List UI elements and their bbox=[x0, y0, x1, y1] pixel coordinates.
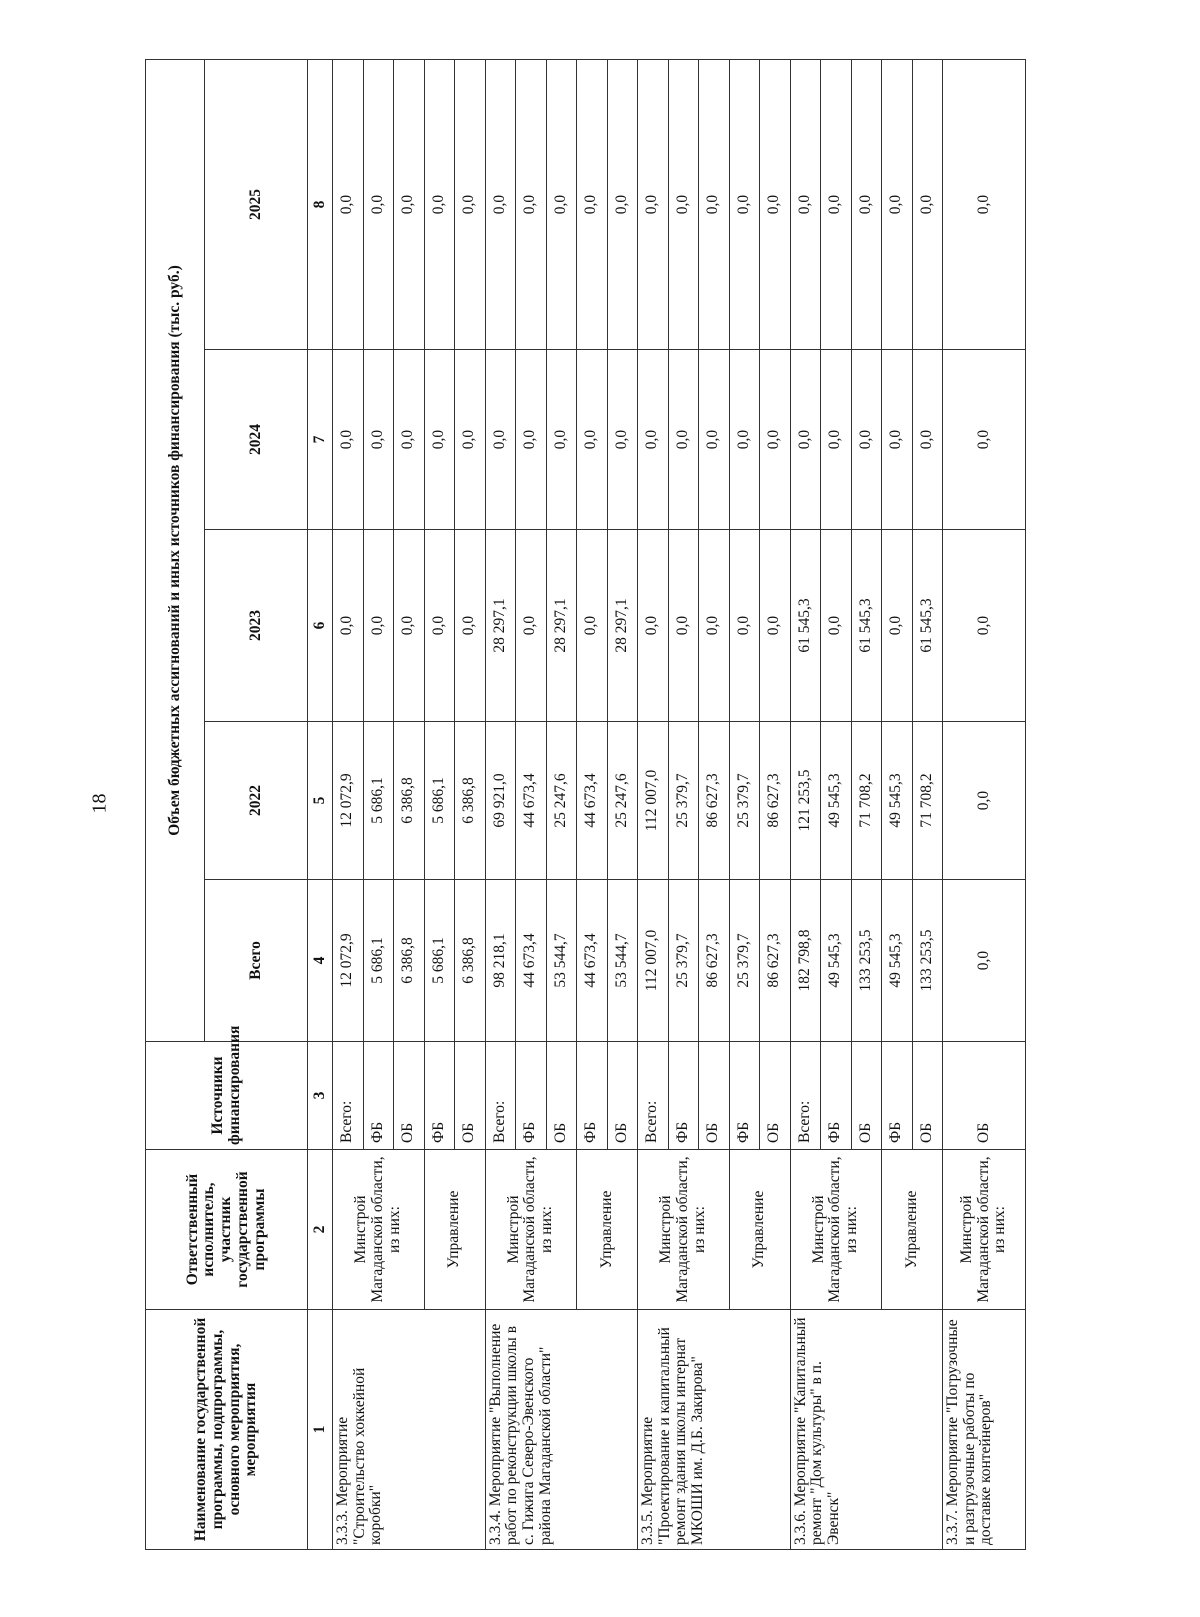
amount-cell: 0,0 bbox=[424, 530, 455, 722]
amount-cell: 0,0 bbox=[760, 60, 791, 350]
amount-cell: 6 386,8 bbox=[394, 880, 425, 1042]
amount-cell: 0,0 bbox=[668, 60, 699, 350]
responsible-executor: Управление bbox=[729, 1150, 790, 1310]
amount-cell: 0,0 bbox=[424, 350, 455, 530]
amount-cell: 121 253,5 bbox=[790, 722, 821, 880]
amount-cell: 0,0 bbox=[455, 530, 486, 722]
amount-cell: 0,0 bbox=[363, 350, 394, 530]
amount-cell: 53 544,7 bbox=[607, 880, 638, 1042]
amount-cell: 0,0 bbox=[943, 722, 1026, 880]
amount-cell: 25 379,7 bbox=[668, 722, 699, 880]
amount-cell: 0,0 bbox=[455, 350, 486, 530]
amount-cell: 86 627,3 bbox=[760, 880, 791, 1042]
financing-source: ОБ bbox=[607, 1042, 638, 1150]
amount-cell: 49 545,3 bbox=[882, 722, 913, 880]
column-number: 3 bbox=[308, 1042, 333, 1150]
financing-source: ОБ bbox=[699, 1042, 730, 1150]
responsible-executor: Минстрой Магаданской области, из них: bbox=[638, 1150, 730, 1310]
header-year: 2025 bbox=[205, 60, 308, 350]
amount-cell: 0,0 bbox=[943, 530, 1026, 722]
column-number: 2 bbox=[308, 1150, 333, 1310]
table-row bbox=[943, 60, 1026, 1550]
financing-source: ФБ bbox=[577, 1042, 608, 1150]
amount-cell: 0,0 bbox=[760, 350, 791, 530]
financing-source: ОБ bbox=[455, 1042, 486, 1150]
amount-cell: 44 673,4 bbox=[577, 722, 608, 880]
responsible-executor: Управление bbox=[424, 1150, 485, 1310]
header-source: Источники финансирования bbox=[146, 1042, 308, 1150]
measure-name: 3.3.5. Мероприятие "Проектирование и капитальный ремонт здания школы интернат МКОШИ им. Д.Б. Закирова" bbox=[638, 1310, 791, 1550]
column-number: 4 bbox=[308, 880, 333, 1042]
amount-cell: 0,0 bbox=[516, 350, 547, 530]
amount-cell: 61 545,3 bbox=[912, 530, 943, 722]
header-year: Всего bbox=[205, 880, 308, 1042]
amount-cell: 61 545,3 bbox=[790, 530, 821, 722]
amount-cell: 0,0 bbox=[577, 350, 608, 530]
financing-source: ФБ bbox=[516, 1042, 547, 1150]
financing-source: ФБ bbox=[424, 1042, 455, 1150]
amount-cell: 0,0 bbox=[607, 60, 638, 350]
amount-cell: 0,0 bbox=[363, 530, 394, 722]
amount-cell: 0,0 bbox=[546, 60, 577, 350]
rotated-table-container bbox=[145, 60, 1055, 1550]
amount-cell: 0,0 bbox=[882, 530, 913, 722]
table-row bbox=[333, 60, 364, 1550]
amount-cell: 112 007,0 bbox=[638, 722, 669, 880]
financing-source: Всего: bbox=[485, 1042, 516, 1150]
financing-source: ФБ bbox=[363, 1042, 394, 1150]
financing-source: ОБ bbox=[912, 1042, 943, 1150]
financing-source: ОБ bbox=[394, 1042, 425, 1150]
amount-cell: 25 247,6 bbox=[607, 722, 638, 880]
responsible-executor: Минстрой Магаданской области, из них: bbox=[790, 1150, 882, 1310]
amount-cell: 182 798,8 bbox=[790, 880, 821, 1042]
measure-name: 3.3.3. Мероприятие "Строительство хоккейной коробки" bbox=[333, 1310, 486, 1550]
amount-cell: 0,0 bbox=[485, 60, 516, 350]
amount-cell: 0,0 bbox=[943, 350, 1026, 530]
amount-cell: 5 686,1 bbox=[363, 880, 394, 1042]
financing-source: ФБ bbox=[668, 1042, 699, 1150]
amount-cell: 112 007,0 bbox=[638, 880, 669, 1042]
amount-cell: 44 673,4 bbox=[516, 880, 547, 1042]
amount-cell: 0,0 bbox=[638, 530, 669, 722]
financing-source: ОБ bbox=[760, 1042, 791, 1150]
amount-cell: 0,0 bbox=[607, 350, 638, 530]
amount-cell: 0,0 bbox=[943, 60, 1026, 350]
amount-cell: 0,0 bbox=[516, 530, 547, 722]
financing-table bbox=[145, 59, 1026, 1550]
amount-cell: 0,0 bbox=[729, 530, 760, 722]
amount-cell: 0,0 bbox=[333, 60, 364, 350]
amount-cell: 0,0 bbox=[729, 350, 760, 530]
column-number: 6 bbox=[308, 530, 333, 722]
amount-cell: 0,0 bbox=[333, 530, 364, 722]
amount-cell: 25 379,7 bbox=[729, 722, 760, 880]
amount-cell: 25 247,6 bbox=[546, 722, 577, 880]
header-responsible: Ответственный исполнитель, участник государственной программы bbox=[146, 1150, 308, 1310]
amount-cell: 0,0 bbox=[394, 60, 425, 350]
amount-cell: 0,0 bbox=[485, 350, 516, 530]
amount-cell: 0,0 bbox=[790, 350, 821, 530]
amount-cell: 6 386,8 bbox=[455, 880, 486, 1042]
amount-cell: 49 545,3 bbox=[821, 722, 852, 880]
amount-cell: 6 386,8 bbox=[455, 722, 486, 880]
amount-cell: 0,0 bbox=[668, 350, 699, 530]
amount-cell: 0,0 bbox=[668, 530, 699, 722]
amount-cell: 25 379,7 bbox=[668, 880, 699, 1042]
financing-source: ОБ bbox=[546, 1042, 577, 1150]
amount-cell: 133 253,5 bbox=[851, 880, 882, 1042]
amount-cell: 0,0 bbox=[882, 350, 913, 530]
amount-cell: 0,0 bbox=[821, 350, 852, 530]
amount-cell: 0,0 bbox=[363, 60, 394, 350]
responsible-executor: Управление bbox=[882, 1150, 943, 1310]
amount-cell: 6 386,8 bbox=[394, 722, 425, 880]
amount-cell: 0,0 bbox=[882, 60, 913, 350]
amount-cell: 0,0 bbox=[760, 530, 791, 722]
header-year: 2022 bbox=[205, 722, 308, 880]
amount-cell: 0,0 bbox=[821, 530, 852, 722]
amount-cell: 0,0 bbox=[851, 60, 882, 350]
amount-cell: 0,0 bbox=[394, 350, 425, 530]
amount-cell: 86 627,3 bbox=[699, 722, 730, 880]
amount-cell: 0,0 bbox=[943, 880, 1026, 1042]
amount-cell: 0,0 bbox=[546, 350, 577, 530]
amount-cell: 49 545,3 bbox=[821, 880, 852, 1042]
responsible-executor: Минстрой Магаданской области, из них: bbox=[485, 1150, 577, 1310]
amount-cell: 0,0 bbox=[821, 60, 852, 350]
amount-cell: 71 708,2 bbox=[851, 722, 882, 880]
amount-cell: 5 686,1 bbox=[424, 722, 455, 880]
amount-cell: 0,0 bbox=[455, 60, 486, 350]
measure-name: 3.3.6. Мероприятие "Капитальный ремонт "Дом культуры" в п. Эвенск" bbox=[790, 1310, 943, 1550]
column-number: 8 bbox=[308, 60, 333, 350]
amount-cell: 53 544,7 bbox=[546, 880, 577, 1042]
amount-cell: 5 686,1 bbox=[363, 722, 394, 880]
amount-cell: 0,0 bbox=[577, 60, 608, 350]
amount-cell: 0,0 bbox=[333, 350, 364, 530]
amount-cell: 133 253,5 bbox=[912, 880, 943, 1042]
amount-cell: 69 921,0 bbox=[485, 722, 516, 880]
amount-cell: 0,0 bbox=[638, 60, 669, 350]
amount-cell: 71 708,2 bbox=[912, 722, 943, 880]
amount-cell: 12 072,9 bbox=[333, 880, 364, 1042]
amount-cell: 86 627,3 bbox=[699, 880, 730, 1042]
amount-cell: 25 379,7 bbox=[729, 880, 760, 1042]
amount-cell: 44 673,4 bbox=[577, 880, 608, 1042]
amount-cell: 0,0 bbox=[699, 60, 730, 350]
financing-source: ОБ bbox=[943, 1042, 1026, 1150]
financing-source: Всего: bbox=[638, 1042, 669, 1150]
header-name: Наименование государственной программы, подпрограммы, основного мероприятия, мероприятия bbox=[146, 1310, 308, 1550]
header-budget-group: Объем бюджетных ассигнований и иных источников финансирования (тыс. руб.) bbox=[146, 60, 205, 1042]
financing-source: ФБ bbox=[821, 1042, 852, 1150]
amount-cell: 0,0 bbox=[394, 530, 425, 722]
amount-cell: 0,0 bbox=[851, 350, 882, 530]
measure-name: 3.3.7. Мероприятие "Погрузочные и разгрузочные работы по доставке контейнеров" bbox=[943, 1310, 1026, 1550]
table-body bbox=[333, 60, 1026, 1550]
responsible-executor: Управление bbox=[577, 1150, 638, 1310]
measure-name: 3.3.4. Мероприятие "Выполнение работ по реконструкции школы в с. Гижига Северо-Эвенского района Магаданской области" bbox=[485, 1310, 638, 1550]
amount-cell: 0,0 bbox=[912, 60, 943, 350]
amount-cell: 0,0 bbox=[790, 60, 821, 350]
page-number: 18 bbox=[88, 793, 111, 814]
table-row bbox=[485, 60, 516, 1550]
amount-cell: 28 297,1 bbox=[546, 530, 577, 722]
amount-cell: 28 297,1 bbox=[485, 530, 516, 722]
column-number: 5 bbox=[308, 722, 333, 880]
amount-cell: 49 545,3 bbox=[882, 880, 913, 1042]
amount-cell: 0,0 bbox=[638, 350, 669, 530]
amount-cell: 0,0 bbox=[729, 60, 760, 350]
amount-cell: 0,0 bbox=[912, 350, 943, 530]
amount-cell: 12 072,9 bbox=[333, 722, 364, 880]
financing-source: ФБ bbox=[729, 1042, 760, 1150]
financing-source: ФБ bbox=[882, 1042, 913, 1150]
amount-cell: 61 545,3 bbox=[851, 530, 882, 722]
amount-cell: 0,0 bbox=[516, 60, 547, 350]
financing-source: Всего: bbox=[790, 1042, 821, 1150]
amount-cell: 0,0 bbox=[577, 530, 608, 722]
header-year: 2023 bbox=[205, 530, 308, 722]
amount-cell: 28 297,1 bbox=[607, 530, 638, 722]
amount-cell: 44 673,4 bbox=[516, 722, 547, 880]
financing-source: ОБ bbox=[851, 1042, 882, 1150]
financing-source: Всего: bbox=[333, 1042, 364, 1150]
responsible-executor: Минстрой Магаданской области, из них: bbox=[333, 1150, 425, 1310]
amount-cell: 0,0 bbox=[699, 530, 730, 722]
header-year: 2024 bbox=[205, 350, 308, 530]
table-row bbox=[790, 60, 821, 1550]
amount-cell: 0,0 bbox=[424, 60, 455, 350]
amount-cell: 98 218,1 bbox=[485, 880, 516, 1042]
amount-cell: 86 627,3 bbox=[760, 722, 791, 880]
amount-cell: 0,0 bbox=[699, 350, 730, 530]
column-number: 1 bbox=[308, 1310, 333, 1550]
column-number: 7 bbox=[308, 350, 333, 530]
table-row bbox=[638, 60, 669, 1550]
responsible-executor: Минстрой Магаданской области, из них: bbox=[943, 1150, 1026, 1310]
amount-cell: 5 686,1 bbox=[424, 880, 455, 1042]
